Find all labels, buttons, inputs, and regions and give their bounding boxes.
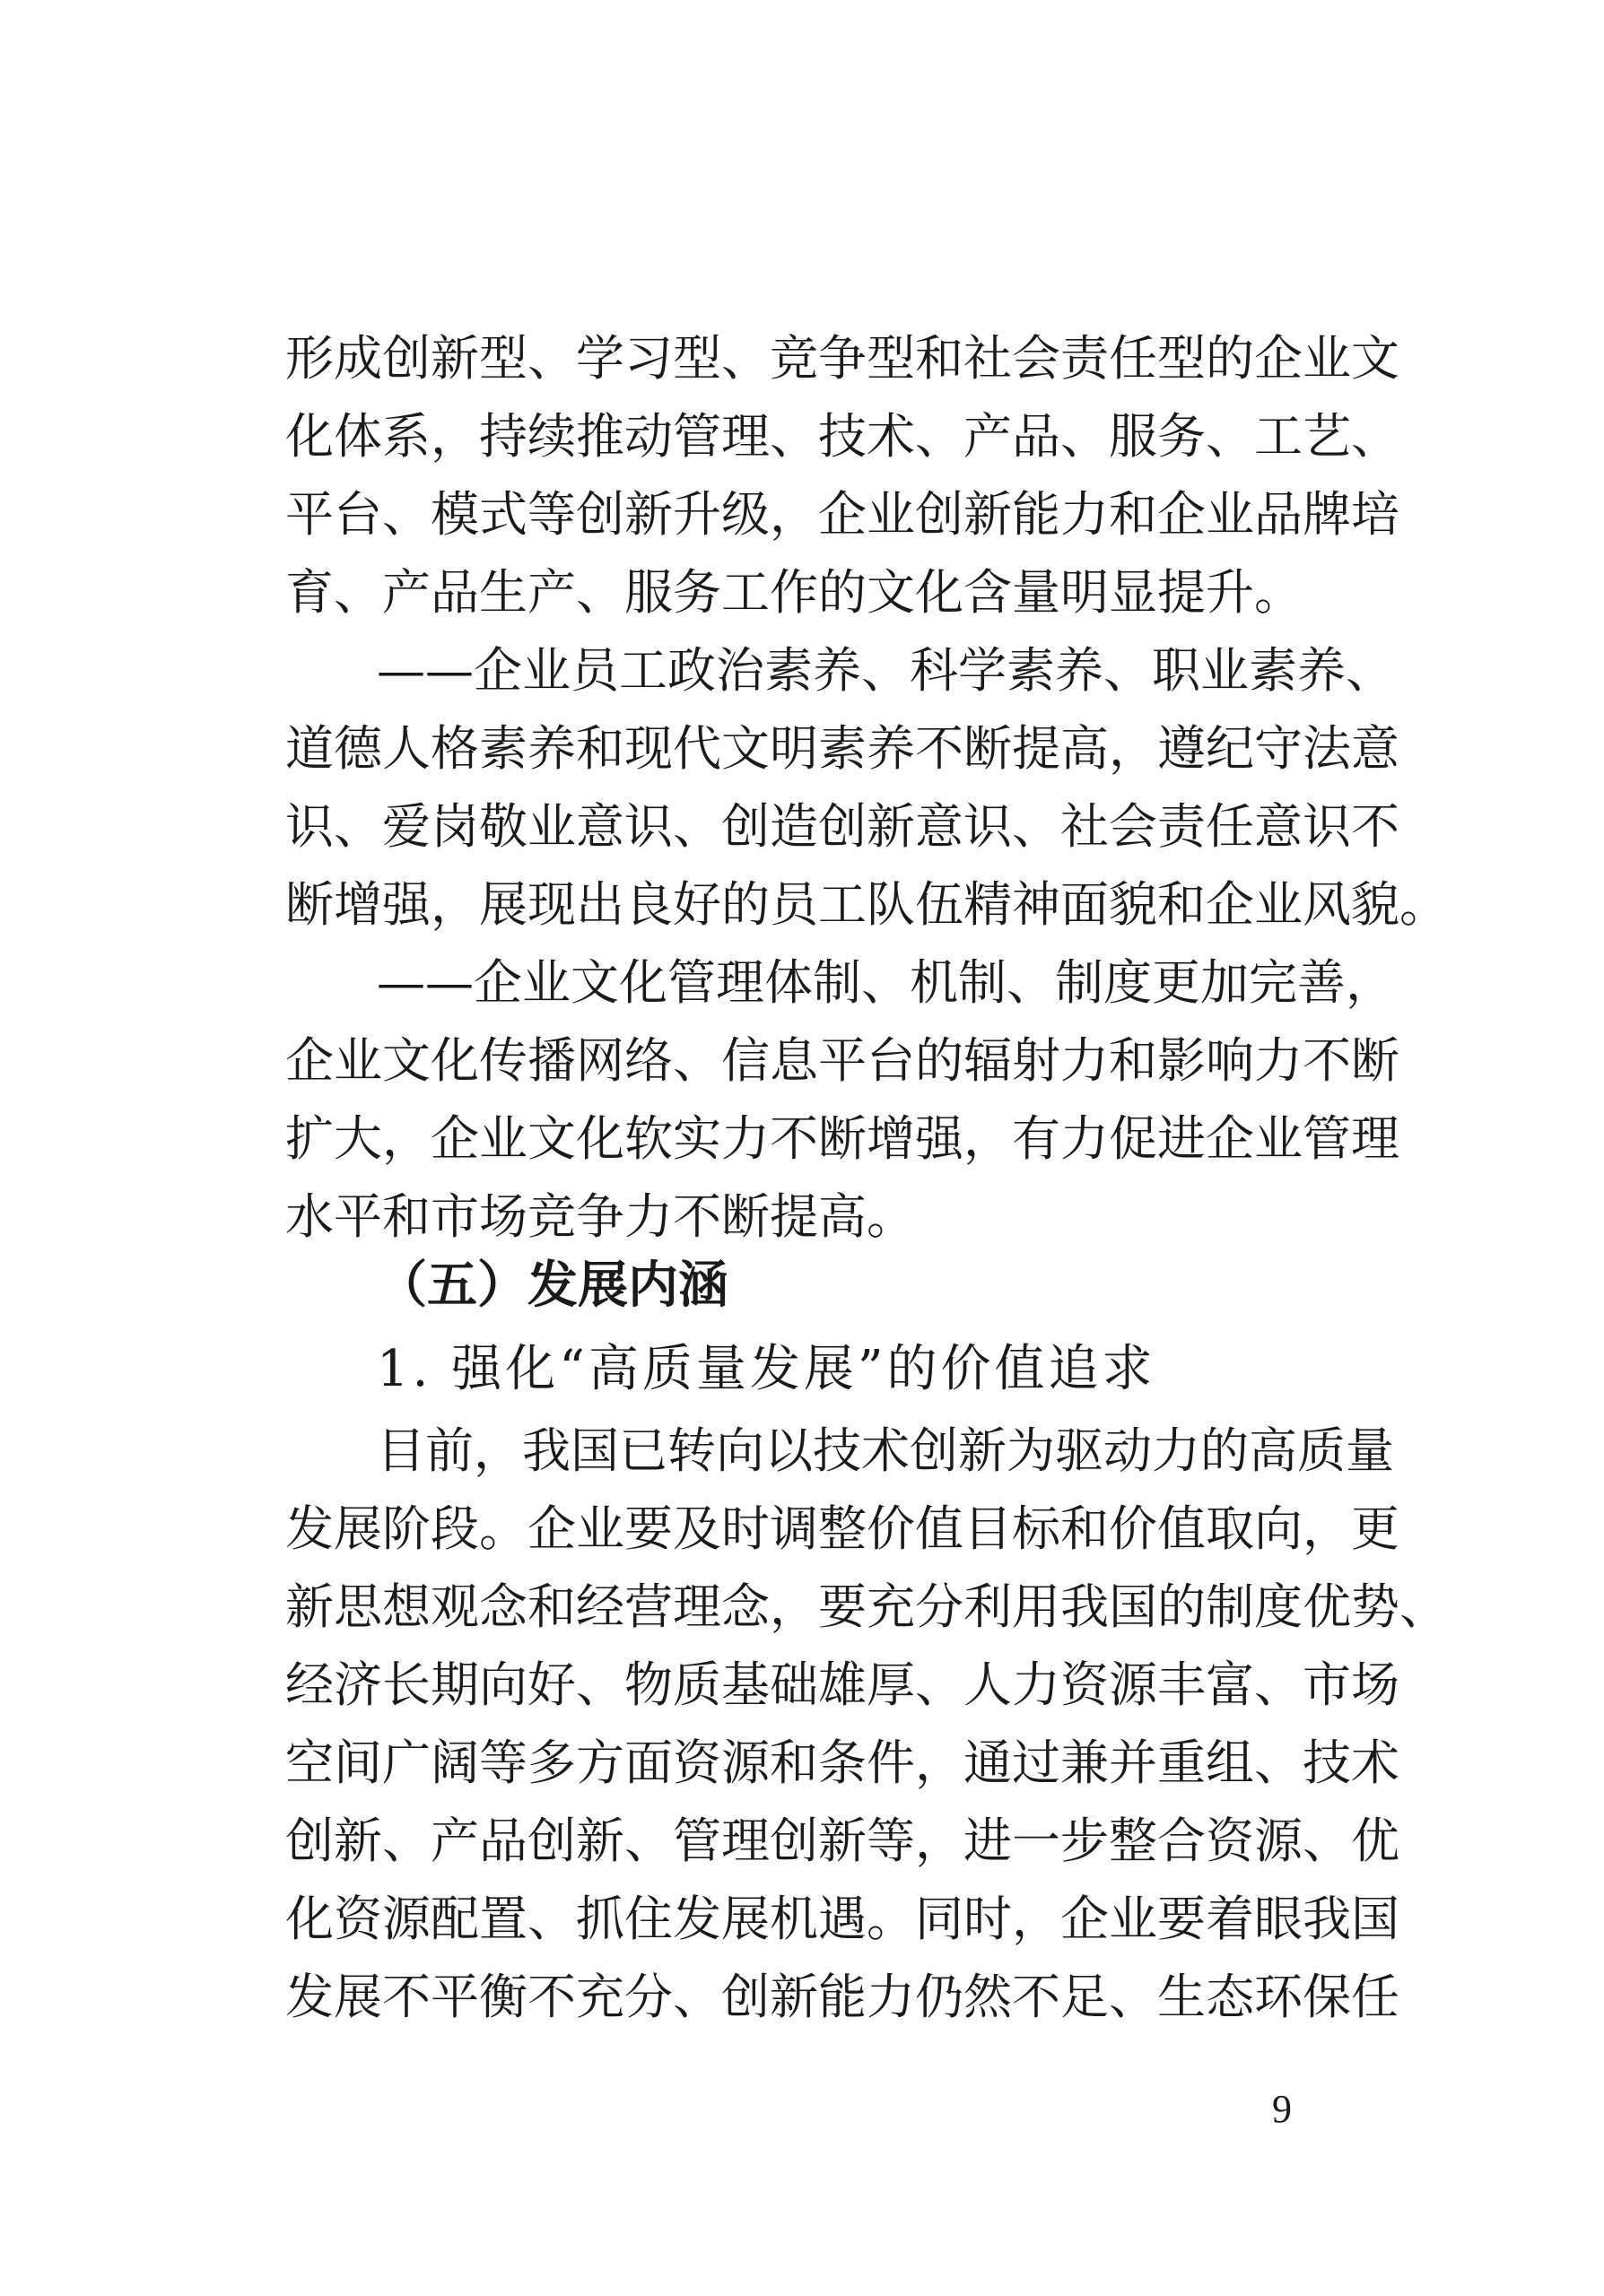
text-line: 企业文化传播网络、信息平台的辐射力和影响力不断 bbox=[285, 1032, 1399, 1089]
text-line: 平台、模式等创新升级，企业创新能力和企业品牌培 bbox=[285, 486, 1399, 543]
text-line: 空间广阔等多方面资源和条件，通过兼并重组、技术 bbox=[285, 1735, 1399, 1791]
text-line: 发展阶段。企业要及时调整价值目标和价值取向，更 bbox=[285, 1500, 1399, 1557]
text-line: 目前，我国已转向以技术创新为驱动力的高质量 bbox=[377, 1422, 1394, 1479]
text-line: 识、爱岗敬业意识、创造创新意识、社会责任意识不 bbox=[285, 798, 1399, 855]
subsection-heading: 1. 强化“高质量发展”的价值追求 bbox=[377, 1340, 1156, 1398]
text-line: 发展不平衡不充分、创新能力仍然不足、生态环保任 bbox=[285, 1969, 1399, 2025]
page-number: 9 bbox=[1272, 2087, 1292, 2131]
text-line: 育、产品生产、服务工作的文化含量明显提升。 bbox=[285, 564, 1303, 621]
text-line: ——企业员工政治素养、科学素养、职业素养、 bbox=[377, 642, 1394, 699]
text-line: 新思想观念和经营理念，要充分利用我国的制度优势、 bbox=[285, 1578, 1448, 1635]
text-line: 水平和市场竞争力不断提高。 bbox=[285, 1188, 915, 1245]
text-line: ——企业文化管理体制、机制、制度更加完善， bbox=[377, 954, 1394, 1011]
text-line: 道德人格素养和现代文明素养不断提高，遵纪守法意 bbox=[285, 720, 1399, 777]
text-line: 断增强，展现出良好的员工队伍精神面貌和企业风貌。 bbox=[285, 876, 1448, 933]
section-heading: （五）发展内涵 bbox=[377, 1257, 728, 1315]
text-line: 形成创新型、学习型、竞争型和社会责任型的企业文 bbox=[285, 330, 1399, 387]
text-line: 化体系，持续推动管理、技术、产品、服务、工艺、 bbox=[285, 408, 1399, 465]
text-line: 创新、产品创新、管理创新等，进一步整合资源、优 bbox=[285, 1813, 1399, 1869]
text-line: 扩大，企业文化软实力不断增强，有力促进企业管理 bbox=[285, 1110, 1399, 1167]
text-line: 化资源配置、抓住发展机遇。同时，企业要着眼我国 bbox=[285, 1891, 1399, 1947]
text-line: 经济长期向好、物质基础雄厚、人力资源丰富、市场 bbox=[285, 1657, 1399, 1713]
